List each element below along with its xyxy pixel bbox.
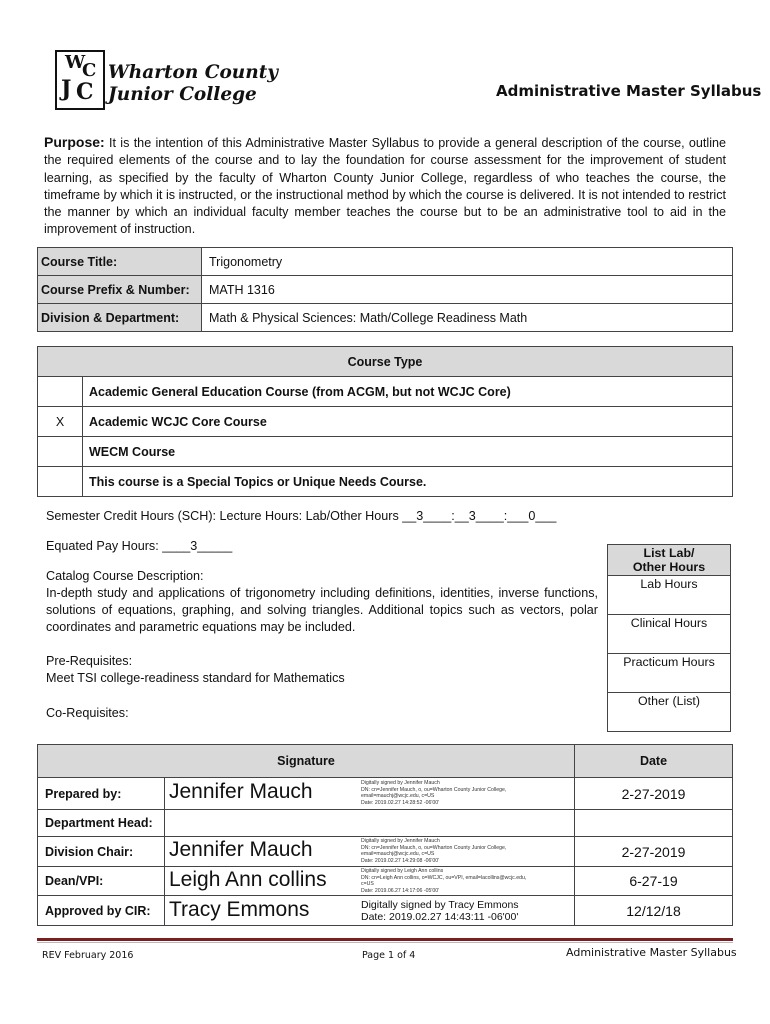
- signature-role: Department Head:: [38, 810, 165, 837]
- purpose-text: It is the intention of this Administrative Master Syllabus to provide a general description of the course, outline the required elements of the course and to lay the foundation for course assessment for the improvement of student learning, as specified by the faculty of Wharton County Junior College, regardless of who teaches the course, the timeframe by which it is instructed, or the instructional method by which the course is delivered. It is not intended to restrict the manner by which an individual faculty member teaches the course but to be an administrative tool to aid in the improvement of instruction.: [44, 136, 726, 237]
- footer-title: Administrative Master Syllabus: [566, 946, 737, 959]
- digital-line: Digitally signed by Jennifer Mauch: [361, 838, 440, 844]
- purpose-paragraph: [44, 134, 726, 239]
- prerequisites: [46, 653, 345, 687]
- course-type-mark: [38, 467, 83, 497]
- pay-value: ____3_____: [162, 539, 233, 553]
- signature-role: Division Chair:: [38, 837, 165, 867]
- digital-signature-note: [361, 780, 506, 806]
- clinical-hours-item: Clinical Hours: [608, 615, 731, 654]
- table-row: [38, 467, 733, 497]
- course-type-table: [37, 346, 733, 497]
- footer-revision: REV February 2016: [42, 950, 134, 961]
- college-name-line1: Wharton County: [108, 62, 278, 83]
- table-row: [38, 867, 733, 896]
- table-row: [38, 778, 733, 810]
- digital-line: c=US: [361, 881, 374, 888]
- table-row: [38, 896, 733, 926]
- wcjc-logo: [55, 50, 105, 110]
- pay-label: Equated Pay Hours:: [46, 539, 163, 553]
- digital-line: email=mauchj@wcjc.edu, c=US: [361, 851, 435, 858]
- sch-value: __3____:__3____:___0___: [402, 509, 557, 523]
- signature-table: [37, 744, 733, 926]
- course-type-mark: [38, 377, 83, 407]
- course-type-mark: [38, 437, 83, 467]
- signature-name: Jennifer Mauch: [169, 838, 313, 861]
- signature-date: 6-27-19: [575, 867, 733, 896]
- lab-hours-item: Lab Hours: [608, 576, 731, 615]
- signature-date: 2-27-2019: [575, 837, 733, 867]
- digital-line: DN: cn=Jennifer Mauch, o, ou=Wharton County Junior College,: [361, 844, 507, 851]
- division-value: Math & Physical Sciences: Math/College Readiness Math: [202, 304, 733, 332]
- digital-line: Digitally signed by Leigh Ann collins: [361, 868, 444, 874]
- purpose-label: Purpose:: [44, 134, 105, 150]
- signature-name: Tracy Emmons: [169, 898, 310, 921]
- lab-header-line1: List Lab/: [643, 546, 695, 560]
- table-row: [38, 248, 733, 276]
- table-row: [38, 437, 733, 467]
- signature-role: Approved by CIR:: [38, 896, 165, 926]
- table-row: [38, 407, 733, 437]
- digital-line: Digitally signed by Tracy Emmons: [361, 899, 519, 911]
- lab-hours-table: [607, 544, 731, 732]
- footer-rule-thin: [37, 942, 733, 943]
- signature-cell: [165, 837, 575, 867]
- catalog-text: In-depth study and applications of trigonometry including definitions, identities, inverse functions, solutions of equations, graphing, and solving triangles. Additional topics such as vectors, polar coordinates and parametric equations may be included.: [46, 586, 598, 634]
- logo-letter-w: W: [65, 52, 86, 73]
- table-row: [38, 276, 733, 304]
- course-type-option: This course is a Special Topics or Unique Needs Course.: [83, 467, 733, 497]
- table-row: [38, 304, 733, 332]
- lab-hours-header: [608, 545, 731, 576]
- digital-line: Date: 2019.02.27 14:43:11 -06'00': [361, 911, 519, 923]
- table-row: [38, 810, 733, 837]
- signature-date: 2-27-2019: [575, 778, 733, 810]
- date-header: Date: [575, 745, 733, 778]
- signature-cell: [165, 778, 575, 810]
- course-title-label: Course Title:: [38, 248, 202, 276]
- course-type-option: Academic General Education Course (from ACGM, but not WCJC Core): [83, 377, 733, 407]
- table-row: [38, 837, 733, 867]
- course-prefix-value: MATH 1316: [202, 276, 733, 304]
- digital-line: Date: 2019.02.27 14:29:08 -06'00': [361, 857, 440, 864]
- digital-line: email=mauchj@wcjc.edu, c=US: [361, 793, 435, 800]
- practicum-hours-item: Practicum Hours: [608, 654, 731, 693]
- signature-name: Leigh Ann collins: [169, 868, 327, 891]
- signature-date: [575, 810, 733, 837]
- footer-rule: [37, 938, 733, 941]
- course-type-mark: X: [38, 407, 83, 437]
- college-name: [108, 62, 278, 106]
- course-title-value: Trigonometry: [202, 248, 733, 276]
- digital-line: Digitally signed by Jennifer Mauch: [361, 780, 440, 786]
- course-prefix-label: Course Prefix & Number:: [38, 276, 202, 304]
- course-type-option: WECM Course: [83, 437, 733, 467]
- catalog-label: Catalog Course Description:: [46, 569, 204, 583]
- logo-letter-j: J: [61, 76, 72, 102]
- logo-letter-c2: C: [76, 79, 94, 105]
- digital-signature-note: [361, 899, 519, 923]
- table-row: [38, 377, 733, 407]
- signature-header: Signature: [38, 745, 575, 778]
- semester-credit-hours: [46, 508, 556, 525]
- other-hours-item: Other (List): [608, 693, 731, 732]
- digital-signature-note: [361, 838, 506, 864]
- document-title: Administrative Master Syllabus: [496, 82, 762, 100]
- signature-role: Prepared by:: [38, 778, 165, 810]
- signature-name: Jennifer Mauch: [169, 780, 313, 803]
- digital-line: Date: 2019.06.27 14:17:06 -05'00': [361, 887, 440, 894]
- course-type-option: Academic WCJC Core Course: [83, 407, 733, 437]
- division-label: Division & Department:: [38, 304, 202, 332]
- signature-date: 12/12/18: [575, 896, 733, 926]
- equated-pay-hours: [46, 538, 232, 555]
- digital-line: Date: 2019.02.27 14:28:52 -06'00': [361, 799, 440, 806]
- sch-label: Semester Credit Hours (SCH): Lecture Hours: Lab/Other Hours: [46, 509, 403, 523]
- signature-role: Dean/VPI:: [38, 867, 165, 896]
- digital-line: DN: cn=Jennifer Mauch, o, ou=Wharton County Junior College,: [361, 786, 507, 793]
- college-name-line2: Junior College: [108, 84, 257, 105]
- prereq-text: Meet TSI college-readiness standard for Mathematics: [46, 671, 345, 685]
- signature-cell: [165, 810, 575, 837]
- course-info-table: [37, 247, 733, 332]
- digital-signature-note: [361, 868, 526, 894]
- prereq-label: Pre-Requisites:: [46, 654, 133, 668]
- signature-cell: [165, 896, 575, 926]
- lab-header-line2: Other Hours: [632, 560, 706, 574]
- footer-page-number: Page 1 of 4: [362, 950, 416, 961]
- signature-cell: [165, 867, 575, 896]
- catalog-description: [46, 568, 598, 636]
- logo-letter-c1: C: [82, 60, 97, 81]
- digital-line: DN: cn=Leigh Ann collins, o=WCJC, ou=VPI, email=lacollins@wcjc.edu,: [361, 874, 527, 881]
- corequisites: Co-Requisites:: [46, 706, 129, 720]
- course-type-header: Course Type: [38, 347, 733, 377]
